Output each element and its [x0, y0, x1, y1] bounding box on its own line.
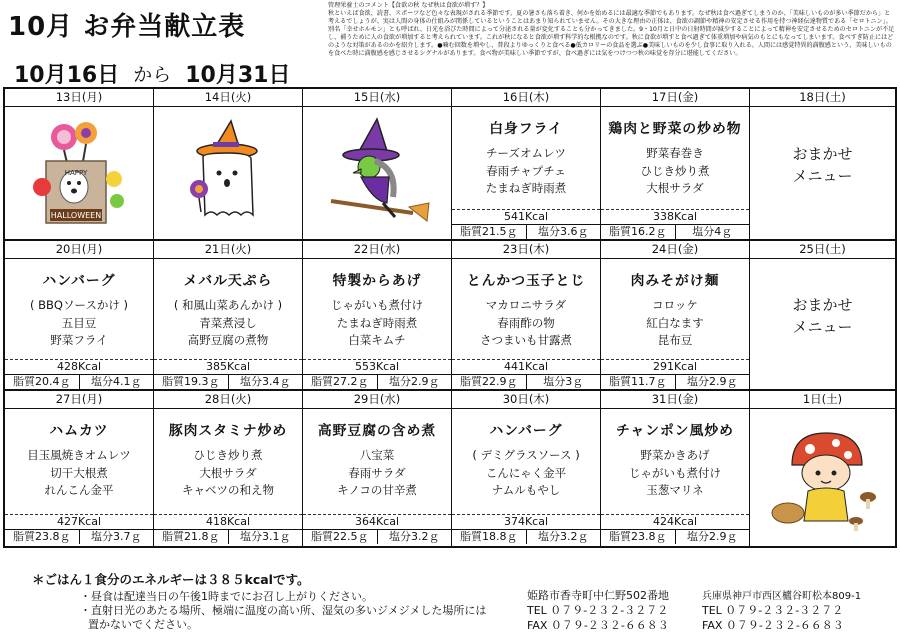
nutrition-row: [601, 224, 749, 239]
side-dish: ( BBQソースかけ ): [29, 298, 129, 312]
day-cell: [154, 391, 303, 546]
side-dish: ( 和風山菜あんかけ ): [173, 298, 283, 312]
side-dish: 大根サラダ: [199, 465, 257, 480]
dietitian-comment: 管理栄養士のコメント【食欲の秋 なぜ秋は食欲が増す？】 秋といえば食欲、読書、スポーツなど色々な表現がされる季節です。夏の暑さも落ち着き、何かを始めるには最適な季節でもあります。なぜ秋は食べ過ぎてしまうのか、「美味しいものが多い季節だから」と考えるでしょうが、実は人間の身体の仕組みが関係しているということはあまり知られていません。その大きな理由の正体は、食欲の調節や精神の安定させる作用を持つ神経伝達物質である「セロトニン」。別名「幸せホルモン」とも呼ばれ、日光を浴びた時間によって分泌される量が変化することも分かってきました。9・10月と日中の日射時間が減少することによって精神を安定させるためのセロトニンが不足し、補うために人の食欲が増加すると考えられています。これが秋になると食欲が増す科学的な根拠なのです。秋に食欲が増すと食べ過ぎて体重増加や病気のもとにもなってしまいます。食べすぎ防止にはどのような対策があるのかを紹介します。●噛む回数を増やし、普段よりゆっくりと食べる●低カロリーの食品を選ぶ●美味しいものを少し食事に取り入れる。人間には感覚特異的満腹感という、美味しいものを食べた時に満腹感を感じさせるシグナルがあります。食べ物が美味しい季節ですが、食べ過ぎには気をつけつつ秋の味覚を存分に堪能してください。: [328, 2, 895, 58]
day-label: 21日(火): [154, 241, 302, 259]
nutrition-row: [5, 529, 153, 544]
side-dish: 野菜かきあげ: [640, 448, 710, 462]
side-dishes: [303, 297, 451, 350]
day-cell: [750, 241, 895, 389]
storage-note-3: 置かないでください。: [88, 618, 198, 631]
salt-value: 塩分3.2ｇ: [526, 530, 601, 544]
side-dish: 野菜春巻き: [646, 146, 704, 160]
main-dish: とんかつ玉子とじ: [466, 273, 586, 289]
nutrition-row: [154, 374, 302, 389]
fax-kobe: FAX ０７９-２３２-６６８３: [702, 619, 844, 632]
side-dish: 玉葱マリネ: [646, 483, 704, 497]
side-dish: じゃがいも煮付け: [331, 298, 423, 312]
salt-value: 塩分2.9ｇ: [377, 375, 452, 389]
salt-value: 塩分3.2ｇ: [377, 530, 452, 544]
main-dish: 豚肉スタミナ炒め: [168, 423, 288, 439]
fat-value: 脂質23.8ｇ: [13, 530, 71, 543]
calorie-value: 424Kcal: [601, 514, 749, 528]
fat-value: 脂質19.3ｇ: [162, 375, 220, 388]
side-dishes: [452, 297, 600, 350]
period-end: 10月31日: [185, 63, 291, 88]
side-dishes: [452, 447, 600, 500]
side-dish: 春雨酢の物: [497, 315, 555, 330]
side-dish: れんこん金平: [44, 483, 114, 497]
calorie-value: 553Kcal: [303, 359, 451, 373]
side-dishes: [5, 447, 153, 500]
side-dish: 切干大根煮: [50, 465, 108, 480]
mushroom-kid-icon: [750, 409, 895, 544]
day-cell: [601, 241, 750, 389]
side-dish: 青菜煮浸し: [199, 315, 257, 330]
day-label: 28日(火): [154, 391, 302, 409]
chefs-choice-line: メニュー: [792, 318, 853, 336]
chefs-choice-menu: [750, 143, 895, 187]
week-row: [5, 89, 895, 241]
side-dish: チーズオムレツ: [486, 146, 566, 160]
calorie-value: 338Kcal: [601, 209, 749, 223]
side-dish: さつまいも甘露煮: [480, 333, 572, 347]
nutrition-row: [303, 529, 451, 544]
side-dishes: [452, 145, 600, 198]
side-dish: 白菜キムチ: [348, 333, 406, 347]
fat-value: 脂質16.2ｇ: [609, 225, 667, 238]
day-cell: [601, 391, 750, 546]
fat-value: 脂質21.8ｇ: [162, 530, 220, 543]
tel-himeji: TEL ０７９-２３２-３２７２: [527, 604, 669, 617]
side-dishes: [601, 297, 749, 350]
side-dish: 五目豆: [61, 315, 97, 330]
fat-value: 脂質27.2ｇ: [311, 375, 369, 388]
nutrition-row: [601, 529, 749, 544]
halloween-bag-icon: [5, 107, 153, 239]
side-dishes: [154, 297, 302, 350]
side-dish: 春雨チャプチェ: [486, 163, 566, 178]
fat-value: 脂質21.5ｇ: [460, 225, 518, 238]
rice-energy-note: ＊ごはん１食分のエネルギーは３８５kcalです。: [32, 572, 310, 587]
day-cell: [303, 391, 452, 546]
day-label: 15日(水): [303, 89, 451, 107]
day-cell: [5, 241, 154, 389]
main-dish: 高野豆腐の含め煮: [317, 423, 437, 439]
day-cell: [154, 89, 303, 239]
side-dish: 紅白なます: [646, 315, 704, 330]
day-cell: [750, 391, 895, 546]
salt-value: 塩分4.1ｇ: [79, 375, 154, 389]
nutrition-row: [154, 529, 302, 544]
salt-value: 塩分3.1ｇ: [228, 530, 303, 544]
side-dish: 春雨サラダ: [348, 465, 406, 480]
main-dish: ハムカツ: [49, 423, 109, 439]
chefs-choice-line: おまかせ: [792, 296, 853, 314]
side-dish: じゃがいも煮付け: [629, 465, 721, 480]
main-dish: チャンポン風炒め: [616, 423, 734, 439]
calorie-value: 427Kcal: [5, 514, 153, 528]
side-dish: 昆布豆: [657, 333, 693, 347]
week-row: [5, 391, 895, 546]
day-cell: [154, 241, 303, 389]
day-cell: [452, 89, 601, 239]
calorie-value: 541Kcal: [452, 209, 600, 223]
side-dish: キノコの甘辛煮: [337, 483, 417, 497]
side-dishes: [601, 447, 749, 500]
day-label: 22日(水): [303, 241, 451, 259]
tel-kobe: TEL ０７９-２３２-３２７２: [702, 604, 844, 617]
side-dish: 高野豆腐の煮物: [187, 333, 269, 347]
calorie-value: 374Kcal: [452, 514, 600, 528]
period-from: から: [133, 64, 172, 86]
salt-value: 塩分3.4ｇ: [228, 375, 303, 389]
day-cell: [303, 89, 452, 239]
calorie-value: 428Kcal: [5, 359, 153, 373]
page-title: 10月 お弁当献立表: [8, 12, 246, 42]
day-label: 25日(土): [750, 241, 895, 259]
day-label: 24日(金): [601, 241, 749, 259]
day-label: 20日(月): [5, 241, 153, 259]
main-dish: ハンバーグ: [42, 273, 116, 289]
svg-text:HALLOWEEN: HALLOWEEN: [50, 211, 102, 220]
chefs-choice-menu: [750, 294, 895, 338]
side-dish: たまねぎ時雨煮: [485, 181, 567, 195]
day-cell: [601, 89, 750, 239]
fat-value: 脂質20.4ｇ: [13, 375, 71, 388]
day-label: 16日(木): [452, 89, 600, 107]
nutrition-row: [303, 374, 451, 389]
side-dishes: [154, 447, 302, 500]
nutrition-row: [601, 374, 749, 389]
side-dish: 野菜フライ: [50, 333, 108, 347]
side-dish: こんにゃく金平: [485, 465, 567, 480]
day-label: 27日(月): [5, 391, 153, 409]
side-dish: キャベツの和え物: [182, 483, 274, 497]
main-dish: ハンバーグ: [489, 423, 563, 439]
week-row: [5, 241, 895, 391]
nutrition-row: [452, 224, 600, 239]
fat-value: 脂質23.8ｇ: [609, 530, 667, 543]
address-himeji: 姫路市香寺町中仁野502番地: [527, 589, 669, 602]
chefs-choice-line: おまかせ: [792, 145, 853, 163]
salt-value: 塩分3ｇ: [526, 375, 601, 389]
day-cell: [452, 241, 601, 389]
ghost-icon: [154, 107, 302, 239]
main-dish: 鶏肉と野菜の炒め物: [608, 121, 742, 137]
calorie-value: 291Kcal: [601, 359, 749, 373]
menu-period: [14, 58, 290, 89]
day-cell: [750, 89, 895, 239]
main-dish: 特製からあげ: [332, 273, 422, 289]
witch-icon: [303, 107, 451, 239]
side-dish: ひじき炒り煮: [640, 163, 710, 178]
side-dish: ひじき炒り煮: [193, 448, 263, 462]
address-kobe: 兵庫県神戸市西区櫨谷町松本809-1: [702, 591, 862, 602]
main-dish: メバル天ぷら: [183, 273, 273, 289]
fax-himeji: FAX ０７９-２３２-６６８３: [527, 619, 669, 632]
nutrition-row: [452, 529, 600, 544]
nutrition-row: [452, 374, 600, 389]
salt-value: 塩分2.9ｇ: [675, 375, 750, 389]
chefs-choice-line: メニュー: [792, 167, 853, 185]
day-label: 13日(月): [5, 89, 153, 107]
side-dish: たまねぎ時雨煮: [336, 315, 418, 330]
side-dish: ナムルもやし: [491, 483, 561, 497]
storage-note-2: ・直射日光のあたる場所、極端に温度の高い所、湿気の多いジメジメした場所には: [80, 604, 487, 617]
side-dish: コロッケ: [652, 298, 698, 312]
calorie-value: 385Kcal: [154, 359, 302, 373]
day-label: 1日(土): [750, 391, 895, 409]
menu-grid: [3, 87, 897, 548]
salt-value: 塩分4ｇ: [675, 225, 750, 239]
day-label: 31日(金): [601, 391, 749, 409]
footer: [0, 555, 900, 630]
side-dish: マカロニサラダ: [485, 298, 567, 312]
period-start: 10月16日: [14, 63, 120, 88]
calorie-value: 441Kcal: [452, 359, 600, 373]
side-dishes: [5, 297, 153, 350]
main-dish: 白身フライ: [489, 121, 563, 137]
storage-note-1: ・昼食は配達当日の午後1時までにお召し上がりください。: [80, 590, 373, 603]
fat-value: 脂質18.8ｇ: [460, 530, 518, 543]
fat-value: 脂質22.9ｇ: [460, 375, 518, 388]
side-dish: 大根サラダ: [646, 181, 704, 195]
day-cell: [5, 391, 154, 546]
salt-value: 塩分3.7ｇ: [79, 530, 154, 544]
fat-value: 脂質11.7ｇ: [609, 375, 667, 388]
day-label: 30日(木): [452, 391, 600, 409]
day-cell: [452, 391, 601, 546]
day-label: 23日(木): [452, 241, 600, 259]
salt-value: 塩分3.6ｇ: [526, 225, 601, 239]
day-label: 29日(水): [303, 391, 451, 409]
day-label: 17日(金): [601, 89, 749, 107]
nutrition-row: [5, 374, 153, 389]
calorie-value: 418Kcal: [154, 514, 302, 528]
calorie-value: 364Kcal: [303, 514, 451, 528]
side-dish: ( デミグラスソース ): [472, 448, 580, 462]
fat-value: 脂質22.5ｇ: [311, 530, 369, 543]
side-dish: 目玉風焼きオムレツ: [27, 448, 131, 462]
day-label: 18日(土): [750, 89, 895, 107]
side-dishes: [303, 447, 451, 500]
main-dish: 肉みそがけ麺: [630, 273, 720, 289]
salt-value: 塩分2.9ｇ: [675, 530, 750, 544]
side-dish: 八宝菜: [359, 448, 395, 462]
svg-text:HAPPY: HAPPY: [64, 169, 88, 177]
day-cell: [5, 89, 154, 239]
day-cell: [303, 241, 452, 389]
day-label: 14日(火): [154, 89, 302, 107]
side-dishes: [601, 145, 749, 198]
